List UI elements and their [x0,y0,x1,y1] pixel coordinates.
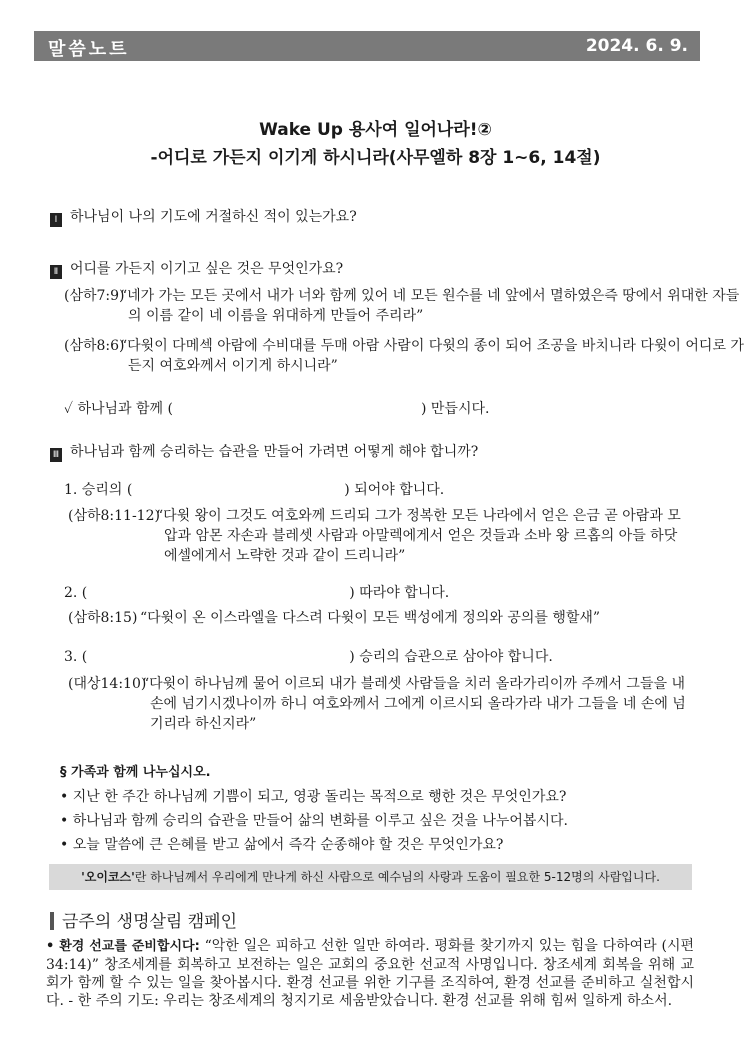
header-label: 말씀노트 [48,39,130,60]
campaign-body [46,937,694,1010]
section-2-number: Ⅱ [50,265,62,279]
section-1-number: Ⅰ [50,213,62,227]
verse-reference: (삼하7:9) [64,288,125,304]
verse-text: “다윗이 온 이스라엘을 다스려 다윗이 모든 백성에게 정의와 공의를 행할새” [140,610,601,626]
section-3-question: 하나님과 함께 승리하는 습관을 만들어 가려면 어떻게 해야 합니까? [70,444,479,460]
oikos-term: '오이코스' [81,870,135,884]
header-bar [34,31,700,61]
point-1-suffix: ) 되어야 합니다. [344,482,445,498]
campaign-heading [50,907,237,932]
verse-text: “다윗이 하나님께 물어 이르되 내가 블레셋 사람들을 치러 올라가리이까 주께서 그들을 내 손에 넘기시겠나이까 하니 여호와께서 그에게 이르시되 올라가라 내가 그들을 네 손에 넘기리라 하신지라” [142,676,686,732]
verse-2sam-8-11-12 [64,506,694,568]
family-sharing-title: § 가족과 함께 나누십시오. [60,765,211,780]
verse-2sam-7-9 [64,286,740,326]
verse-reference: (삼하8:11-12) [68,508,160,524]
sermon-subtitle: -어디로 가든지 이기게 하시니라(사무엘하 8장 1~6, 14절) [150,148,601,168]
verse-1chr-14-10 [64,674,694,736]
verse-2sam-8-15 [64,608,694,628]
section-2 [50,258,343,279]
section-1-question: 하나님이 나의 기도에 거절하신 적이 있는가요? [70,209,357,225]
verse-text: “다윗이 다메섹 아람에 수비대를 두매 아람 사람이 다윗의 종이 되어 조공을 바치니라 다윗이 어디로 가든지 여호와께서 이기게 하시니라” [120,338,744,374]
fill-in-suffix: ) 만듭시다. [421,401,490,417]
point-3 [64,646,553,666]
point-2-suffix: ) 따라야 합니다. [349,585,450,601]
verse-reference: (대상14:10) [68,676,147,692]
point-1-prefix: 1. 승리의 ( [64,482,133,498]
campaign-lead: • 환경 선교를 준비합시다: [46,939,200,954]
point-1 [64,479,444,499]
section-3 [50,441,478,462]
section-3-number: Ⅲ [50,448,62,462]
point-2 [64,582,449,602]
oikos-definition [49,864,692,890]
point-3-prefix: 3. ( [64,649,88,665]
oikos-text: 란 하나님께서 우리에게 만나게 하신 사람으로 예수님의 사랑과 도움이 필요한 5-12명의 사람입니다. [134,870,660,884]
header-date: 2024. 6. 9. [585,36,688,56]
verse-text: “네가 가는 모든 곳에서 내가 너와 함께 있어 네 모든 원수를 네 앞에서 멸하였은즉 땅에서 위대한 자들의 이름 같이 네 이름을 위대하게 만들어 주리라” [120,288,740,324]
point-2-prefix: 2. ( [64,585,88,601]
verse-text: “다윗 왕이 그것도 여호와께 드리되 그가 정복한 모든 나라에서 얻은 은금 곧 아람과 모압과 암몬 자손과 블레셋 사람과 아말렉에게서 얻은 것들과 소바 왕 르홉의 아들 하닷에셀에게서 노략한 것과 같이 드리니라” [156,508,681,564]
section-2-question: 어디를 가든지 이기고 싶은 것은 무엇인가요? [70,261,344,277]
fill-in-prefix: ✓ 하나님과 함께 ( [64,401,173,417]
family-question-3: • 오늘 말씀에 큰 은혜를 받고 삶에서 즉각 순종해야 할 것은 무엇인가요? [60,837,504,853]
sermon-title: Wake Up 용사여 일어나라!② [259,120,492,140]
section-1 [50,206,357,227]
point-3-suffix: ) 승리의 습관으로 삼아야 합니다. [349,649,553,665]
family-question-2: • 하나님과 함께 승리의 습관을 만들어 삶의 변화를 이루고 싶은 것을 나누어봅시다. [60,813,568,829]
verse-reference: (삼하8:6) [64,338,125,354]
verse-reference: (삼하8:15) [68,610,138,626]
family-question-1: • 지난 한 주간 하나님께 기쁨이 되고, 영광 돌리는 목적으로 행한 것은 무엇인가요? [60,789,567,805]
verse-2sam-8-6 [64,336,744,376]
fill-in-line-together [64,398,489,418]
campaign-title: 금주의 생명살림 캠페인 [62,912,238,932]
heading-bar [50,912,54,930]
campaign-text: “악한 일은 피하고 선한 일만 하여라. 평화를 찾기까지 있는 힘을 다하여라 (시편 34:14)” 창조세계를 회복하고 보전하는 일은 교회의 중요한 선교적 사명입니다. 창조세계 회복을 위해 교회가 함께 할 수 있는 일을 찾아봅시다. 환경 선교를 위한 기구를 조직하여, 환경 선교를 준비하고 실천합시다. - 한 주의 기도: 우리는 창조세계의 청지기로 세움받았습니다. 환경 선교를 위해 힘써 일하게 하소서. [46,938,694,1009]
